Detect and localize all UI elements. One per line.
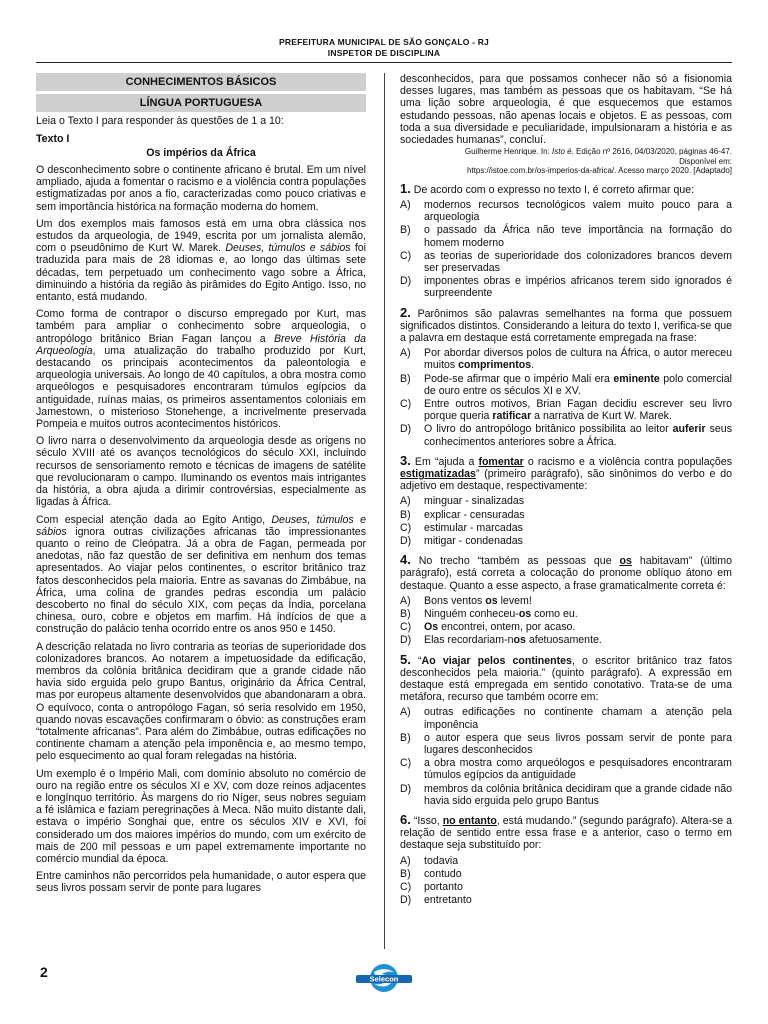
question-4-option-d[interactable]: D) Elas recordariam-nos afetuosamente.	[400, 634, 602, 647]
paragraph-1: O desconhecimento sobre o continente africano é brutal. Em um nível ampliado, ajuda a fomentar o racismo e a violência contra populações estigmatizadas por anos a fio, caracterizadas como pouco criativas e sem importância histórica na formação moderna do homem.	[36, 164, 366, 213]
paragraph-5: Com especial atenção dada ao Egito Antigo, Deuses, túmulos e sábios ignora outras civilizações africanas tão impressionantes quanto o reino de Cleópatra. Já a obra de Fagan, permeada por anedotas, não faz questão de ser definitiva em nenhum dos temas apresentados. Ao viajar pelos continentes, o escritor britânico traz fatos desconhecidos pela maioria. Entre as savanas do Zimbábue, na África, uma colina de grandes pedras escondia um palácio descoberto no final do século XIX, com peças da Índia, porcelana chinesa, ouro, cobre e objetos em marfim. Há indícios de que a construção do palácio tenha ocorrido entre os anos 950 e 1450.	[36, 513, 366, 636]
question-3-option-a[interactable]: A) minguar - sinalizadas	[400, 495, 525, 508]
paragraph-7: Um exemplo é o Império Mali, com domínio absoluto no comércio de ouro na região entre os séculos XI e XV, com doze reinos adjacentes e longínquo território. Às margens do rio Níger, seus nobres seguiam a fé islâmica e faziam peregrinações à Meca. Não muito distante dali, estava o império Songhai que, entre os séculos XIV e XVI, foi considerado um dos maiores impérios do mundo, com um exército de mais de 200 mil pessoas e um papel extremamente importante no comércio mundial da época.	[36, 767, 366, 865]
question-5-option-b[interactable]: B) o autor espera que seus livros possam servir de ponte para lugares desconhecidos	[400, 731, 732, 757]
question-1-option-c[interactable]: C) as teorias de superioridade dos colonizadores brancos devem ser preservadas	[400, 249, 732, 274]
paragraph-3: Como forma de contrapor o discurso empregado por Kurt, mas também para ampliar o conhecimento sobre arqueologia, o antropólogo britânico Brian Fagan lançou a Breve História da Arqueologia, uma atualização do trabalho produzido por Kurt, destacando os principais acontecimentos da paleontologia e arqueologia universais. Ao longo de 40 capítulos, a obra mostra como arqueólogos e pesquisadores encontraram túmulos egípcios da antiguidade, ruínas maias, os primeiros assentamentos coloniais em Jamestown, o misterioso Stonehenge, a incrivelmente preservada Pompeia e muitos outros acontecimentos históricos.	[36, 308, 366, 431]
paragraph-6: A descrição relatada no livro contraria as teorias de superioridade dos colonizadores brancos. Ao notarem a impetuosidade da edificação, membros da colônia britânica decidiram que a grande cidade não havia sido erguida pelo grupo Bantus, originário da África Central, mas por europeus altamente desenvolvidos que abandonaram a obra. O equívoco, conta o antropólogo Fagan, só seria resolvido em 1950, quando novas escavações confirmaram o óbvio: as construções eram “totalmente africanas”. Para além do Zimbábue, outras edificações no continente chamam a atenção pela imponência e, ao mesmo tempo, pelo esquecimento ao qual foram relegadas na história.	[36, 640, 366, 763]
question-6-option-c[interactable]: C) portanto	[400, 881, 463, 894]
question-6-option-b[interactable]: B) contudo	[400, 867, 462, 880]
question-3-option-b[interactable]: B) explicar - censuradas	[400, 508, 525, 521]
paragraph-8-continued: desconhecidos, para que possamos conhecer não só a fisionomia desses lugares, mas também as pessoas que os habitavam. “Se há uma lição sobre arqueologia, é que esquecemos que estamos estudando pessoas, não apenas locais e objetos. E as pessoas, com toda a sua diversidade e peculiaridade, impulsionaram a história e as sociedades humanas”, concluí.	[400, 73, 732, 147]
instruction: Leia o Texto I para responder às questões de 1 a 10:	[36, 115, 284, 128]
left-column	[36, 73, 366, 900]
question-5-option-a[interactable]: A) outras edificações no continente chamam a atenção pela imponência	[400, 706, 732, 731]
header-divider	[36, 62, 732, 63]
selecon-logo-icon	[352, 962, 416, 994]
right-column	[400, 73, 732, 913]
question-1-option-d[interactable]: D) imponentes obras e impérios africanos terem sido ignorados é surpreendente	[400, 275, 732, 300]
question-1-option-a[interactable]: A) modernos recursos tecnológicos valem muito pouco para a arqueologia	[400, 198, 732, 224]
section-banner-basic-knowledge: CONHECIMENTOS BÁSICOS	[36, 73, 366, 91]
question-5-option-c[interactable]: C) a obra mostra como arqueólogos e pesquisadores encontraram túmulos egípcios da antiguidade	[400, 757, 732, 782]
question-1: 1. De acordo com o expresso no texto I, é correto afirmar que: A) modernos recursos tecnológicos valem muito pouco para a arqueologia B) o passado da África não teve importância na formação do homem moderno C) as teorias de superioridade dos colonizadores brancos devem ser preservadas D) imponentes obras e impérios africanos terem sido ignorados é surpreendente	[400, 180, 732, 300]
source-citation: Guilherme Henrique. In: Isto é. Edição nº 2616, 04/03/2020, páginas 46-47. Disponível em: https://istoe.com.br/os-imperios-da-africa/. Acesso março 2020. [Adaptado]	[464, 147, 732, 176]
question-2-option-b[interactable]: B) Pode-se afirmar que o império Mali era eminente polo comercial de ouro entre os séculos XI e XV.	[400, 372, 732, 397]
question-2-option-c[interactable]: C) Entre outros motivos, Brian Fagan decidiu escrever seu livro porque queria ratificar a narrativa de Kurt W. Marek.	[400, 397, 732, 423]
page-number: 2	[40, 964, 48, 980]
question-3-option-d[interactable]: D) mitigar - condenadas	[400, 535, 523, 547]
question-6: 6. “Isso, no entanto, está mudando.” (segundo parágrafo). Altera-se a relação de sentido entre essa frase e a anterior, caso o termo em destaque seja substituído por: A) todavia B) contudo C) portanto D) entretanto	[400, 812, 732, 907]
header-line-1: PREFEITURA MUNICIPAL DE SÃO GONÇALO - RJ	[279, 37, 489, 47]
question-2: 2. Parônimos são palavras semelhantes na forma que possuem significados distintos. Considerando a leitura do texto I, verifica-se que a palavra em destaque está corretamente empregada na frase: A) Por abordar diversos polos de cultura na África, o autor mereceu muitos comprimentos. B) Pode-se afirmar que o império Mali era eminente polo comercial de ouro entre os séculos XI e XV. C) Entre outros motivos, Brian Fagan decidiu escrever seu livro porque queria ratificar a narrativa de Kurt W. Marek. D) O livro do antropólogo britânico possibilita ao leitor auferir seus conhecimentos anteriores sobre a África.	[400, 304, 732, 448]
paragraph-8: Entre caminhos não percorridos pela humanidade, o autor espera que seus livros possam servir de ponte para lugares	[36, 870, 366, 895]
question-5-option-d[interactable]: D) membros da colônia britânica decidiram que a grande cidade não havia sido erguida pelo grupo Bantus	[400, 782, 732, 807]
paragraph-2: Um dos exemplos mais famosos está em uma obra clássica nos estudos da arqueologia, de 1949, escrita por um jornalista alemão, com o pseudônimo de Kurt W. Marek. Deuses, túmulos e sábios foi traduzida para mais de 28 idiomas e, ao longo das últimas sete décadas, tem perpetuado um conhecimento vago sobre a África, diminuindo a história da região às pirâmides do Egito Antigo. Isso, no entanto, está mudando.	[36, 217, 367, 304]
question-4-option-a[interactable]: A) Bons ventos os levem!	[400, 594, 532, 607]
question-5: 5. “Ao viajar pelos continentes, o escritor britânico traz fatos desconhecidos pela maioria.” (quinto parágrafo). A expressão em destaque está empregada em sentido conotativo. Trata-se de uma metáfora, recurso que também ocorre em: A) outras edificações no continente chamam a atenção pela imponência B) o autor espera que seus livros possam servir de ponte para lugares desconhecidos C) a obra mostra como arqueólogos e pesquisadores encontraram túmulos egípcios da antiguidade D) membros da colônia britânica decidiram que a grande cidade não havia sido erguida pelo grupo Bantus	[400, 651, 732, 807]
question-2-option-d[interactable]: D) O livro do antropólogo britânico possibilita ao leitor auferir seus conhecimentos anteriores sobre a África.	[400, 423, 732, 448]
question-2-option-a[interactable]: A) Por abordar diversos polos de cultura na África, o autor mereceu muitos comprimentos.	[400, 347, 732, 372]
question-1-option-b[interactable]: B) o passado da África não teve importância na formação do homem moderno	[400, 224, 732, 249]
text-label: Texto I	[36, 132, 70, 145]
question-6-option-a[interactable]: A) todavia	[400, 854, 459, 867]
logo-text: Selecon	[369, 974, 399, 984]
text-title: Os impérios da África	[146, 146, 256, 159]
question-6-option-d[interactable]: D) entretanto	[400, 894, 472, 907]
question-4-option-b[interactable]: B) Ninguém conheceu-os como eu.	[400, 608, 578, 621]
question-3: 3. Em “ajuda a fomentar o racismo e a violência contra populações estigmatizadas” (primeiro parágrafo), são sinônimos do verbo e do adjetivo em destaque, respectivamente: A) minguar - sinalizadas B) explicar - censuradas C) estimular - marcadas D) mitigar - condenadas	[400, 452, 732, 547]
question-4-option-c[interactable]: C) Os encontrei, ontem, por acaso.	[400, 621, 576, 634]
selecon-logo	[352, 962, 416, 994]
header-line-2: INSPETOR DE DISCIPLINA	[327, 48, 441, 58]
section-banner-portuguese: LÍNGUA PORTUGUESA	[36, 94, 366, 112]
question-3-option-c[interactable]: C) estimular - marcadas	[400, 521, 523, 534]
paragraph-4: O livro narra o desenvolvimento da arqueologia desde as origens no século XVIII até os avanços tecnológicos do século XXI, incluindo recursos de sensoriamento remoto e técnicas de imagens de satélite que revolucionaram o campo. Iluminando os eventos mais intrigantes da história, a obra ajuda a dirimir controvérsias, especialmente as ligadas à África.	[36, 435, 366, 509]
question-4: 4. No trecho “também as pessoas que os habitavam” (último parágrafo), está correta a colocação do pronome oblíquo átono em destaque. Quanto a esse aspecto, a frase gramaticalmente correta é: A) Bons ventos os levem! B) Ninguém conheceu-os como eu. C) Os encontrei, ontem, por acaso. D) Elas recordariam-nos afetuosamente.	[400, 552, 732, 647]
column-divider	[384, 73, 385, 949]
